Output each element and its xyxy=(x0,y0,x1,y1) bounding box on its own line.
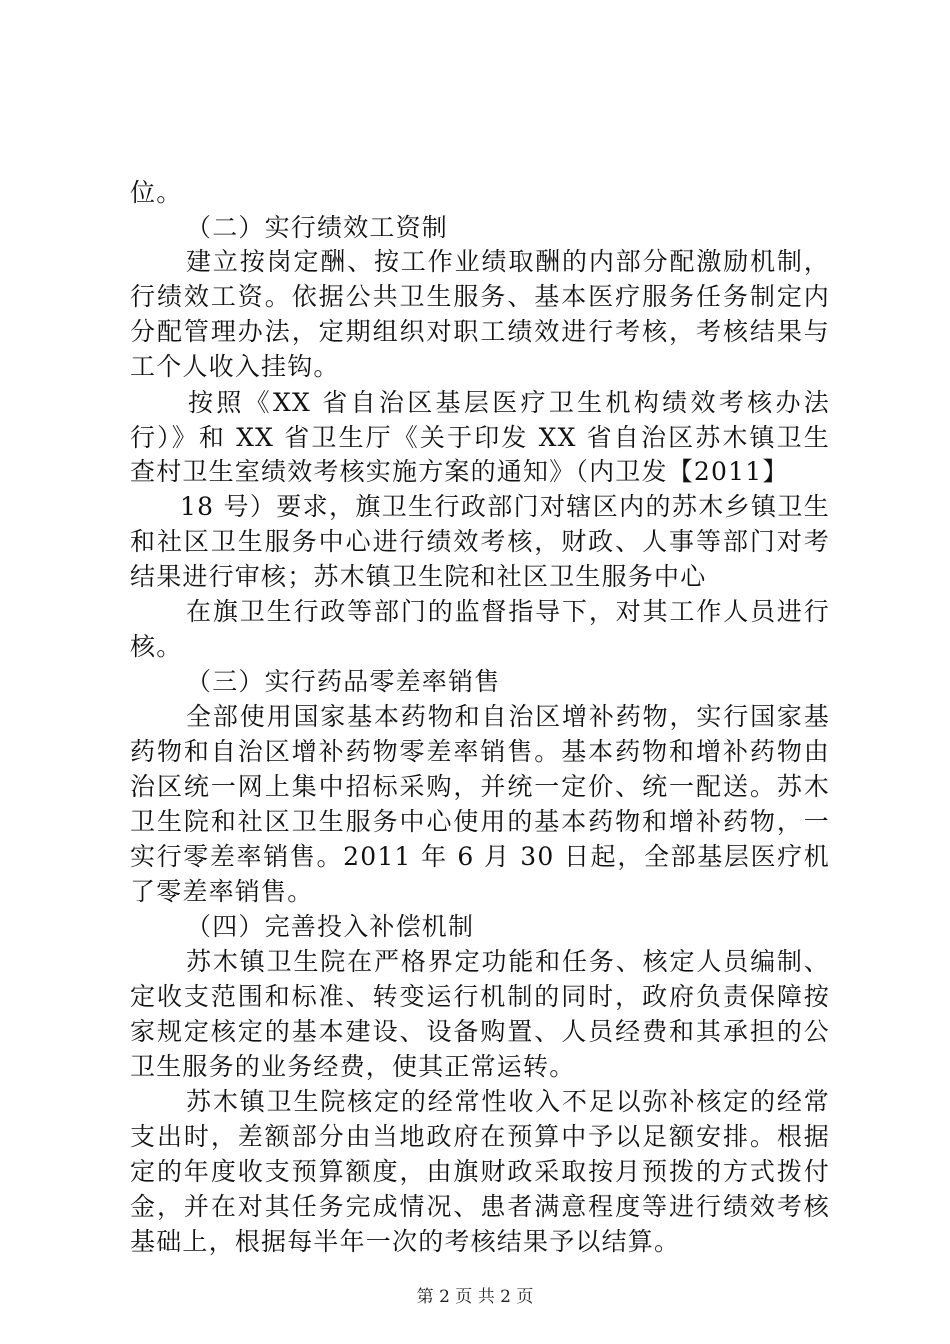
paragraph-line: 行绩效工资。依据公共卫生服务、基本医疗服务任务制定内 xyxy=(130,282,830,311)
paragraph-line: 在旗卫生行政等部门的监督指导下，对其工作人员进行 xyxy=(186,597,830,626)
paragraph-line: 全部使用国家基本药物和自治区增补药物，实行国家基 xyxy=(186,702,830,731)
paragraph-line: 工个人收入挂钩。 xyxy=(130,352,340,381)
paragraph-line: 实行零差率销售。2011 年 6 月 30 日起，全部基层医疗机 xyxy=(130,842,830,871)
paragraph-line: 苏木镇卫生院在严格界定功能和任务、核定人员编制、 xyxy=(186,947,830,976)
paragraph-line: 金，并在对其任务完成情况、患者满意程度等进行绩效考核 xyxy=(130,1192,830,1221)
paragraph-line: 按照《XX 省自治区基层医疗卫生机构绩效考核办法 xyxy=(188,388,830,417)
paragraph-line: 结果进行审核；苏木镇卫生院和社区卫生服务中心 xyxy=(130,562,707,591)
paragraph-line: 和社区卫生服务中心进行绩效考核，财政、人事等部门对考 xyxy=(130,527,830,556)
paragraph-line: 卫生院和社区卫生服务中心使用的基本药物和增补药物，一 xyxy=(130,807,830,836)
paragraph-line: 定收支范围和标准、转变运行机制的同时，政府负责保障按 xyxy=(130,982,830,1011)
paragraph-line: 建立按岗定酬、按工作业绩取酬的内部分配激励机制， xyxy=(186,247,830,276)
paragraph-line: 家规定核定的基本建设、设备购置、人员经费和其承担的公 xyxy=(130,1017,830,1046)
section-heading: （三）实行药品零差率销售 xyxy=(186,667,501,696)
paragraph-line: 分配管理办法，定期组织对职工绩效进行考核，考核结果与 xyxy=(130,317,830,346)
paragraph-line: 支出时，差额部分由当地政府在预算中予以足额安排。根据 xyxy=(130,1122,830,1151)
paragraph-line: 了零差率销售。 xyxy=(130,877,314,906)
paragraph-line: 18 号）要求，旗卫生行政部门对辖区内的苏木乡镇卫生 xyxy=(180,492,830,521)
paragraph-line: 卫生服务的业务经费，使其正常运转。 xyxy=(130,1052,576,1081)
paragraph-line: 查村卫生室绩效考核实施方案的通知》（内卫发【2011】 xyxy=(130,457,789,486)
paragraph-line: 位。 xyxy=(130,178,183,207)
paragraph-line: 基础上，根据每半年一次的考核结果予以结算。 xyxy=(130,1227,681,1256)
section-heading: （二）实行绩效工资制 xyxy=(186,213,449,242)
page-footer: 第 2 页 共 2 页 xyxy=(416,1287,534,1307)
paragraph-line: 治区统一网上集中招标采购，并统一定价、统一配送。苏木 xyxy=(130,772,830,801)
paragraph-line: 药物和自治区增补药物零差率销售。基本药物和增补药物由 xyxy=(130,737,830,766)
paragraph-line: 核。 xyxy=(130,632,183,661)
section-heading: （四）完善投入补偿机制 xyxy=(186,912,475,941)
paragraph-line: 行）》和 XX 省卫生厅《关于印发 XX 省自治区苏木镇卫生 xyxy=(130,423,830,452)
paragraph-line: 定的年度收支预算额度，由旗财政采取按月预拨的方式拨付 xyxy=(130,1157,830,1186)
paragraph-line: 苏木镇卫生院核定的经常性收入不足以弥补核定的经常 xyxy=(186,1087,830,1116)
